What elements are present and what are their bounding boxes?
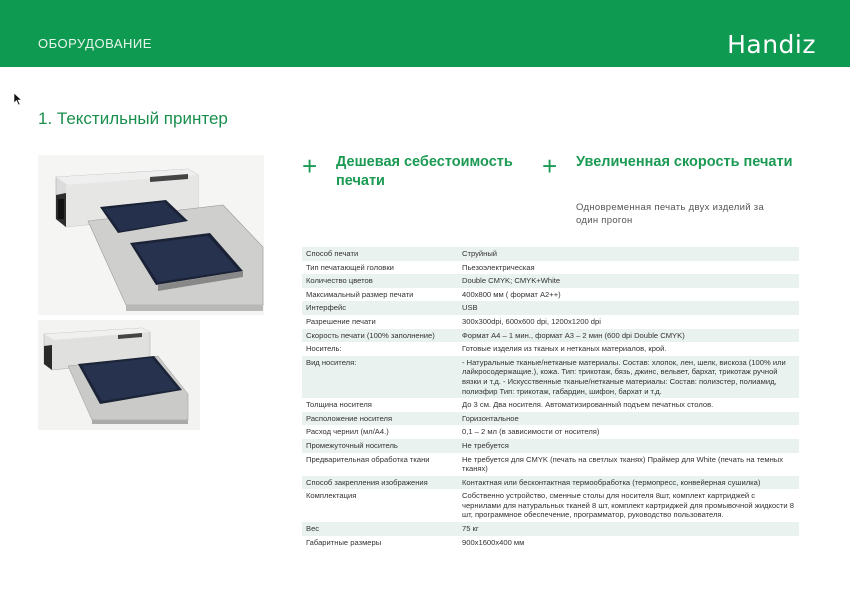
spec-row: [302, 425, 799, 439]
spec-value: Не требуется: [458, 439, 799, 453]
page-title: 1. Текстильный принтер: [38, 109, 228, 128]
feature-title: Увеличенная скорость печати: [576, 154, 793, 170]
spec-row: [302, 261, 799, 275]
spec-key: Скорость печати (100% заполнение): [302, 329, 458, 343]
spec-key: Способ закрепления изображения: [302, 476, 458, 490]
spec-key: Расположение носителя: [302, 412, 458, 426]
plus-icon: +: [542, 151, 558, 181]
spec-row: [302, 439, 799, 453]
spec-row: [302, 412, 799, 426]
spec-value: До 3 см. Два носителя. Автоматизированный подъем печатных столов.: [462, 400, 714, 410]
spec-value: Контактная или бесконтактная термообработка (термопресс, конвейерная сушилка): [458, 476, 799, 490]
spec-key: Габаритные размеры: [306, 537, 382, 547]
spec-row: [302, 536, 799, 550]
spec-value: 75 кг: [458, 522, 799, 536]
brand-logo: Handiz: [727, 30, 816, 59]
spec-value: Собственно устройство, сменные столы для носителя 8шт, комплект картриджей с чернилами для натуральных тканей 8 шт, комплект картриджей для промывочной жидкости 8 шт, программное обеспечение, программатор, руководство пользователя.: [462, 491, 794, 520]
spec-value: 0,1 – 2 мл (в зависимости от носителя): [462, 427, 600, 437]
section-label: ОБОРУДОВАНИЕ: [38, 36, 152, 51]
spec-row: [302, 288, 799, 302]
spec-value: Не требуется для CMYK (печать на светлых тканях) Праймер для White (печать на темных тканях): [462, 454, 784, 474]
spec-row: [302, 315, 799, 329]
spec-value: - Натуральные тканые/нетканые материалы. Состав: хлопок, лен, шелк, вискоза (100% или лайкросодержащие.), кожа. Тип: трикотаж, бязь, джинс, вельвет, бархат, трикотаж ручной вязки и т.д. - Искусственные тканые/нетканые материалы: Состав: полиэстер, полиамид, полиэфир Тип: трикотаж, габардин, шифон, бархат и т.д.: [458, 356, 799, 398]
spec-value: Double CMYK; CMYK+White: [458, 274, 799, 288]
spec-value: 300x300dpi, 600x600 dpi, 1200x1200 dpi: [462, 316, 601, 326]
spec-key: Способ печати: [302, 247, 458, 261]
spec-key: Толщина носителя: [306, 400, 372, 410]
spec-row: [302, 489, 799, 522]
spec-row: [302, 329, 799, 343]
spec-row: [302, 356, 799, 398]
spec-row: [302, 522, 799, 536]
plus-icon: +: [302, 151, 318, 181]
spec-value: Готовые изделия из тканых и нетканых материалов, крой.: [462, 344, 667, 354]
spec-key: Расход чернил (мл/А4.): [306, 427, 389, 437]
spec-key: Предварительная обработка ткани: [306, 454, 430, 464]
feature-speed: [542, 153, 812, 233]
printer-photo-secondary: [38, 320, 200, 430]
page-header: [0, 0, 850, 67]
spec-value: Пьезоэлектрическая: [462, 262, 535, 272]
spec-key: Тип печатающей головки: [306, 262, 394, 272]
spec-value: 400x800 мм ( формат A2++): [462, 289, 561, 299]
spec-row: [302, 476, 799, 490]
spec-value: Струйный: [458, 247, 799, 261]
printer-photo-main: [38, 155, 264, 315]
spec-key: Вес: [302, 522, 458, 536]
spec-value: USB: [458, 301, 799, 315]
specifications-table: [302, 247, 799, 549]
spec-row: [302, 398, 799, 412]
spec-value: 900x1600x400 мм: [462, 537, 525, 547]
spec-row: [302, 453, 799, 476]
spec-key: Интерфейс: [302, 301, 458, 315]
spec-row: [302, 247, 799, 261]
spec-key: Носитель:: [306, 344, 342, 354]
spec-key: Вид носителя:: [302, 356, 458, 398]
spec-key: Количество цветов: [302, 274, 458, 288]
spec-key: Промежуточный носитель: [302, 439, 458, 453]
feature-description: Одновременная печать двух изделий за один прогон: [576, 202, 765, 226]
spec-row: [302, 301, 799, 315]
spec-key: Комплектация: [306, 491, 357, 501]
feature-title: Дешевая себестоимость печати: [336, 154, 513, 189]
spec-row: [302, 342, 799, 356]
spec-row: [302, 274, 799, 288]
spec-key: Максимальный размер печати: [306, 289, 414, 299]
spec-value: Формат А4 – 1 мин., формат А3 – 2 мин (600 dpi Double CMYK): [458, 329, 799, 343]
mouse-cursor-icon: [13, 92, 23, 106]
feature-low-cost: [302, 153, 532, 203]
spec-key: Разрешение печати: [306, 316, 376, 326]
spec-value: Горизонтальное: [458, 412, 799, 426]
